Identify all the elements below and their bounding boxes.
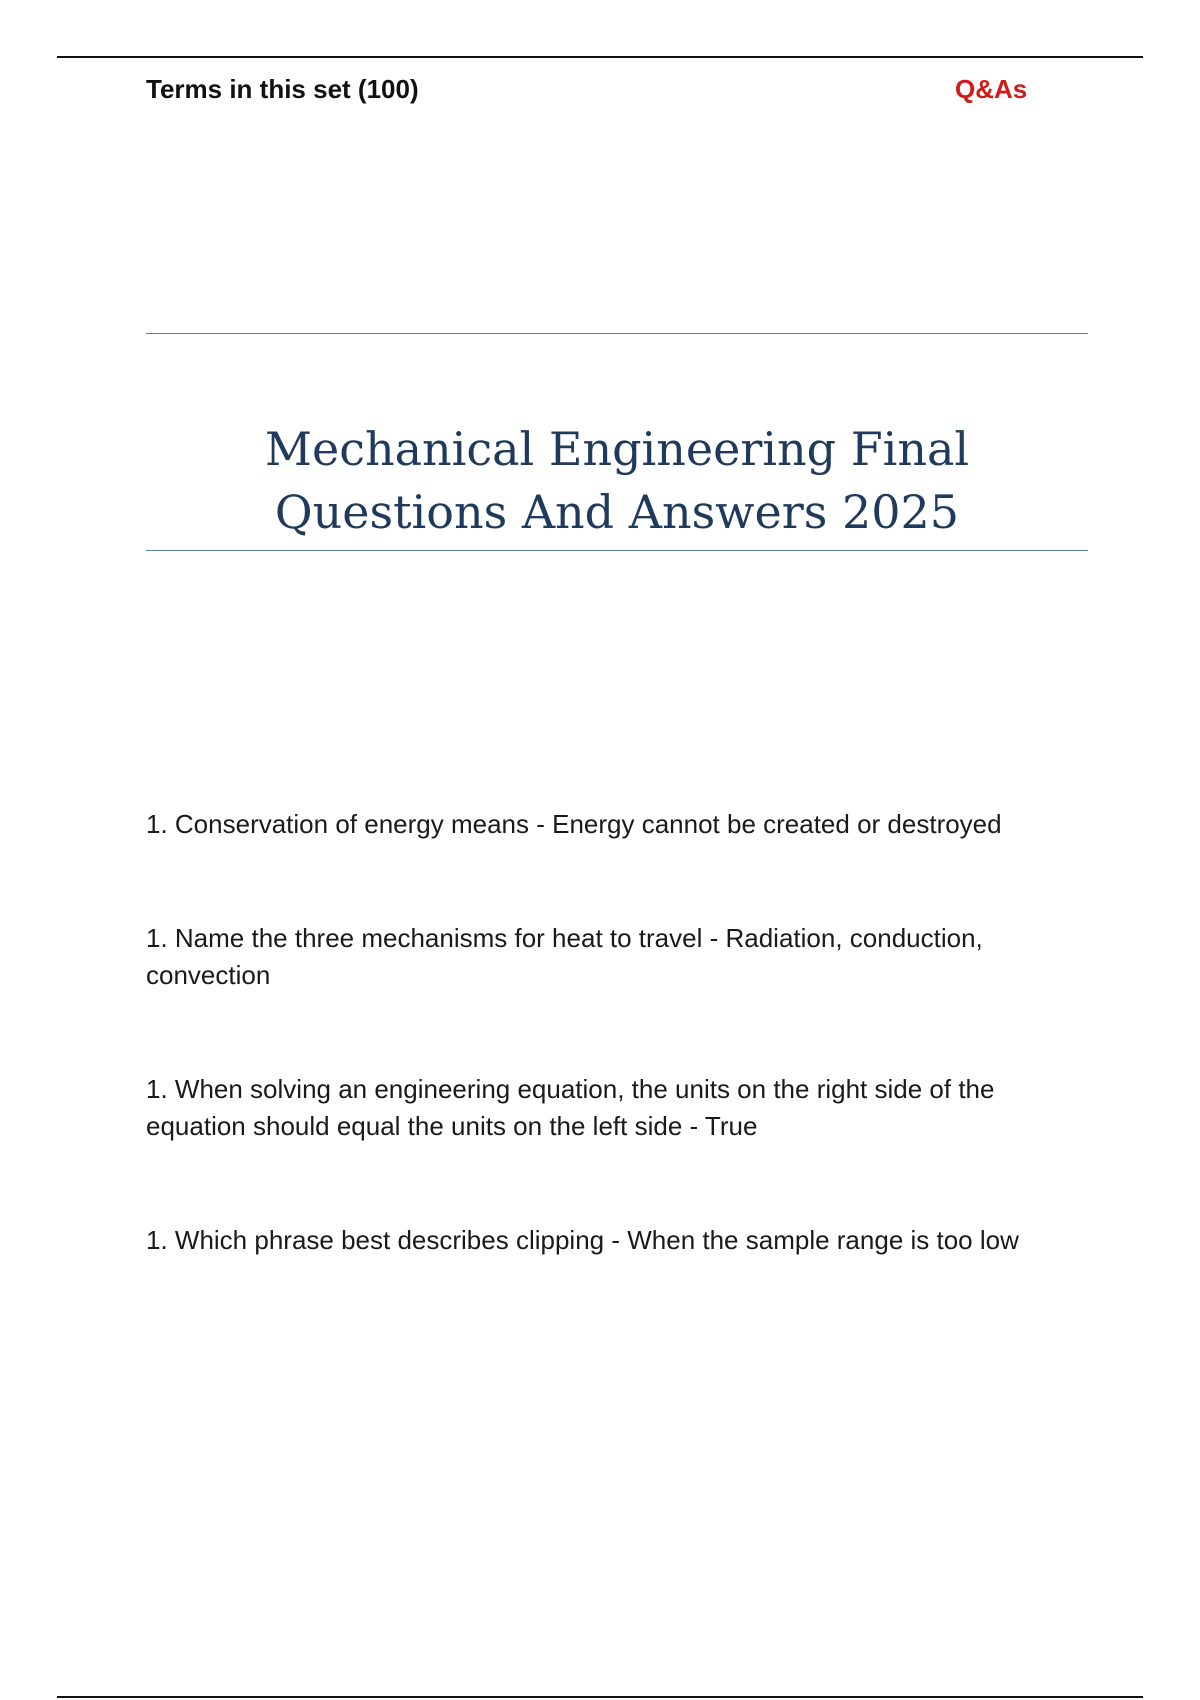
qa-item: 1. Which phrase best describes clipping - When the sample range is too low [146,1225,1019,1255]
qa-item: 1. Name the three mechanisms for heat to travel - Radiation, conduction, convection [146,923,983,990]
title-top-rule [146,333,1088,334]
bottom-divider [57,1696,1143,1698]
qa-item: 1. Conservation of energy means - Energy cannot be created or destroyed [146,809,1002,839]
title-bottom-rule [146,550,1088,551]
document-title: Mechanical Engineering Final Questions And Answers 2025 [264,422,970,539]
top-divider [57,56,1143,58]
qa-badge: Q&As [955,74,1028,104]
terms-count-label: Terms in this set (100) [146,74,419,104]
qa-item: 1. When solving an engineering equation, the units on the right side of the equation should equal the units on the left side - True [146,1074,995,1141]
qa-list [146,806,1088,1259]
